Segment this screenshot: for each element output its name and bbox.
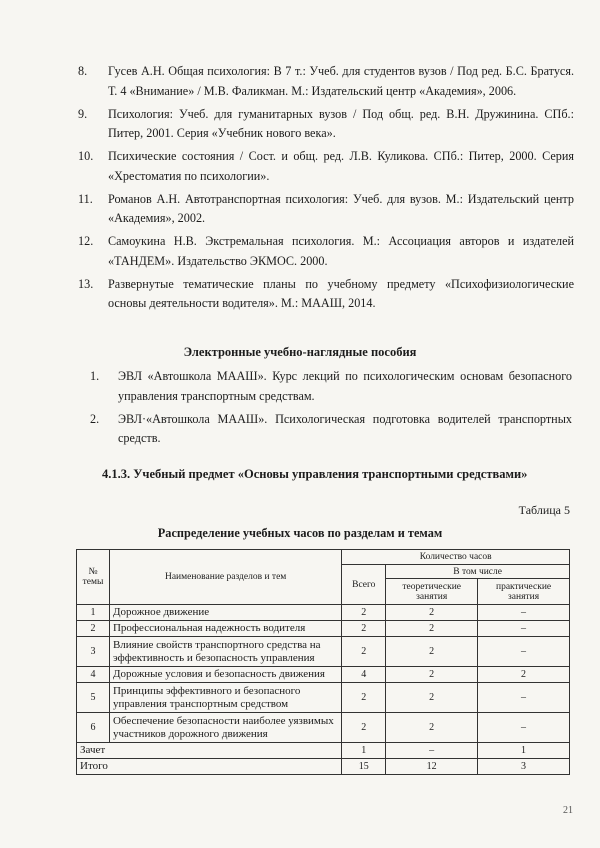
header-topic-name: Наименование разделов и тем xyxy=(109,550,341,605)
total-label: Итого xyxy=(77,759,342,775)
topic-practice: 2 xyxy=(478,667,570,683)
topic-practice: – xyxy=(478,605,570,621)
reference-text: Психические состояния / Сост. и общ. ред. Л.В. Куликова. СПб.: Питер, 2000. Серия «Хрестоматия по психологии». xyxy=(108,149,574,183)
exam-theory: – xyxy=(386,743,478,759)
reference-item xyxy=(78,62,574,101)
topic-practice: – xyxy=(478,683,570,713)
table-title: Распределение учебных часов по разделам и темам xyxy=(157,526,443,540)
page-number: 21 xyxy=(563,805,573,816)
topic-name: Дорожное движение xyxy=(109,605,341,621)
topic-total: 2 xyxy=(342,713,386,743)
header-including: В том числе xyxy=(386,565,570,579)
electronic-item xyxy=(90,410,572,449)
table-row xyxy=(77,637,570,667)
table-row xyxy=(77,683,570,713)
topic-practice: – xyxy=(478,621,570,637)
reference-number: 9. xyxy=(78,106,88,121)
reference-text: Развернутые тематические планы по учебному предмету «Психофизиологические основы деятельности водителя». М.: МААШ, 2014. xyxy=(108,276,574,310)
exam-total: 1 xyxy=(342,743,386,759)
electronic-heading: Электронные учебно-наглядные пособия xyxy=(183,345,417,359)
topic-total: 2 xyxy=(342,637,386,667)
hours-table xyxy=(76,549,570,775)
reference-number: 11. xyxy=(78,191,93,206)
table-row xyxy=(77,605,570,621)
topic-theory: 2 xyxy=(386,637,478,667)
electronic-number: 1. xyxy=(90,369,100,383)
reference-text: Психология: Учеб. для гуманитарных вузов / Под общ. ред. В.Н. Дружинина. СПб.: Питер, 2001. Серия «Учебник нового века». xyxy=(108,106,574,140)
header-practice: практические занятия xyxy=(478,579,570,605)
topic-total: 2 xyxy=(342,605,386,621)
total-practice: 3 xyxy=(478,759,570,775)
reference-item xyxy=(78,190,574,229)
total-row xyxy=(77,759,570,775)
table-row xyxy=(77,621,570,637)
exam-row xyxy=(77,743,570,759)
topic-total: 2 xyxy=(342,621,386,637)
topic-total: 4 xyxy=(342,667,386,683)
table-row xyxy=(77,667,570,683)
reference-item xyxy=(78,275,574,314)
reference-item xyxy=(78,105,574,144)
electronic-text: ЭВЛ «Автошкола МААШ». Курс лекций по психологическим основам безопасного управления транспортным средствам. xyxy=(118,369,572,403)
topic-number: 2 xyxy=(77,621,110,637)
topic-theory: 2 xyxy=(386,683,478,713)
electronic-item xyxy=(90,367,572,406)
header-total: Всего xyxy=(342,565,386,605)
topic-name: Влияние свойств транспортного средства на эффективность и безопасность управления xyxy=(109,637,341,667)
topic-theory: 2 xyxy=(386,605,478,621)
topic-name: Профессиональная надежность водителя xyxy=(109,621,341,637)
reference-number: 13. xyxy=(78,276,94,291)
topic-theory: 2 xyxy=(386,713,478,743)
topic-theory: 2 xyxy=(386,667,478,683)
reference-number: 8. xyxy=(78,64,88,78)
topic-theory: 2 xyxy=(386,621,478,637)
reference-number: 10. xyxy=(78,149,94,163)
table-row xyxy=(77,713,570,743)
electronic-text: ЭВЛ·«Автошкола МААШ». Психологическая подготовка водителей транспортных средств. xyxy=(118,411,572,445)
total-theory: 12 xyxy=(386,759,478,775)
topic-practice: – xyxy=(478,713,570,743)
exam-label: Зачет xyxy=(77,743,342,759)
topic-name: Принципы эффективного и безопасного управления транспортным средством xyxy=(109,683,341,713)
reference-item xyxy=(78,232,574,271)
topic-number: 6 xyxy=(77,713,110,743)
topic-name: Дорожные условия и безопасность движения xyxy=(109,667,341,683)
exam-practice: 1 xyxy=(478,743,570,759)
topic-number: 5 xyxy=(77,683,110,713)
reference-text: Самоукина Н.В. Экстремальная психология. М.: Ассоциация авторов и издателей «ТАНДЕМ». Издательство ЭКМОС. 2000. xyxy=(108,234,574,268)
reference-list xyxy=(78,62,574,317)
electronic-list xyxy=(90,367,572,452)
topic-number: 1 xyxy=(77,605,110,621)
topic-number: 4 xyxy=(77,667,110,683)
reference-text: Романов А.Н. Автотранспортная психология: Учеб. для вузов. М.: Издательский центр «Академия», 2002. xyxy=(108,191,574,225)
topic-practice: – xyxy=(478,637,570,667)
header-hours: Количество часов xyxy=(342,550,570,565)
header-topic-number: № темы xyxy=(77,550,110,605)
header-theory: теоретические занятия xyxy=(386,579,478,605)
topic-number: 3 xyxy=(77,637,110,667)
topic-total: 2 xyxy=(342,683,386,713)
electronic-number: 2. xyxy=(90,411,100,426)
subsection-title: 4.1.3. Учебный предмет «Основы управления транспортными средствами» xyxy=(102,467,528,481)
table-label: Таблица 5 xyxy=(518,503,570,517)
reference-item xyxy=(78,147,574,186)
reference-text: Гусев А.Н. Общая психология: В 7 т.: Учеб. для студентов вузов / Под ред. Б.С. Братуся. Т. 4 «Внимание» / М.В. Фаликман. М.: Издательский центр «Академия», 2006. xyxy=(108,64,574,98)
topic-name: Обеспечение безопасности наиболее уязвимых участников дорожного движения xyxy=(109,713,341,743)
grand-total: 15 xyxy=(342,759,386,775)
reference-number: 12. xyxy=(78,234,94,248)
